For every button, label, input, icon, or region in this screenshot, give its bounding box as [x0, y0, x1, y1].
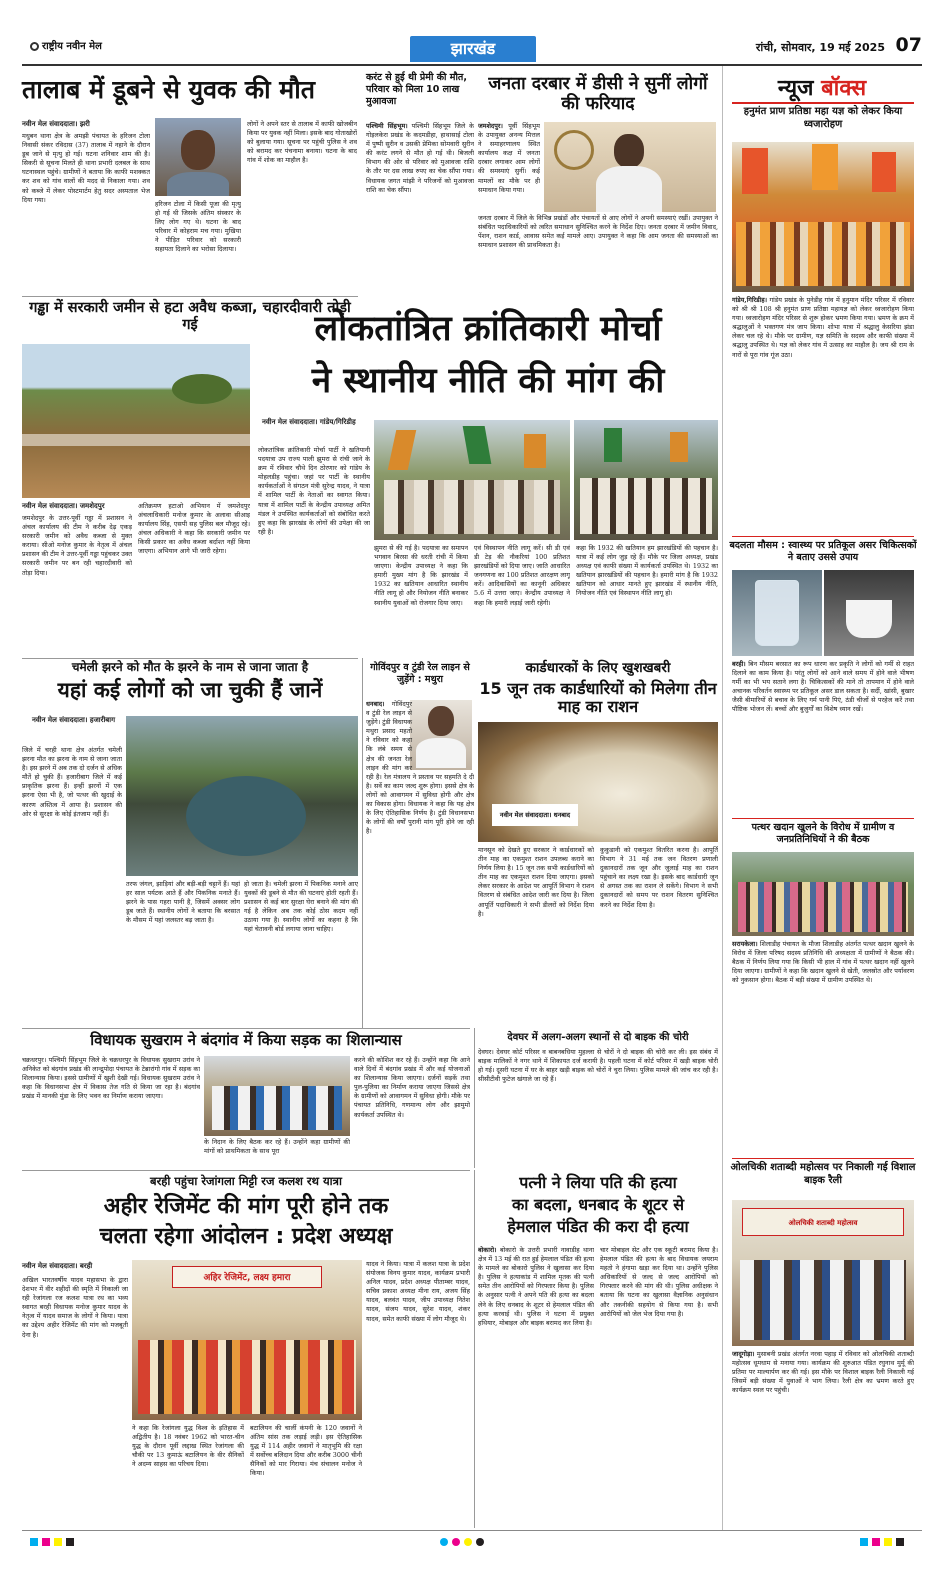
gadda-byline: नवीन मेल संवाददाता। जमशेदपुर — [22, 502, 105, 510]
current-body-text: पश्चिमी सिंहभूम जिले के गोइलकेरा प्रखंड के कदमडीहा, हाथासाई टोला में पुष्पी सुरीन व उसकी प्रेमिका सोमवारी सुरीन की करंट लगने से मौत हो गई थी। बिजली विभाग की ओर से परिवार को मुआवजा राशि के तौर पर दस लाख रुपए का चेक सौंपा गया। विधायक जगत मांझी ने परिजनों को मुआवजा राशि का चेक सौंपा। — [366, 122, 474, 194]
ahir-byline: नवीन मेल संवाददाता। बरही — [22, 1262, 93, 1270]
olchiki-headline: ओलचिकी शताब्दी महोत्सव पर निकाली गई विशाल बाइक रैली — [730, 1162, 916, 1186]
lead-march-photo — [574, 420, 718, 540]
gadda-body-col2: अतिक्रमण हटाओ अभियान में जमशेदपुर अंचलाधिकारी मनोज कुमार के अलावा सीआइ कार्यालय सिंह, एसपी सह पुलिस बल मौजूद रहे। अंचल अधिकारी ने कहा कि सरकारी जमीन पर किसी प्रकार का अवैध कब्जा बर्दाश्त नहीं किया जाएगा। अभियान आगे भी जारी रहेगा। — [138, 502, 250, 556]
ahir-headline-line2: चलता रहेगा आंदोलन : प्रदेश अध्यक्ष — [99, 1224, 393, 1249]
registration-mark — [66, 1538, 74, 1546]
chamehi-body-col1: जिले में चरही थाना क्षेत्र अंतर्गत चमेली झरना मौत का झरना के नाम से जाना जाता है। इस झरने में अब तक दो दर्जन से अधिक मौतें हो चुकी हैं। हजारीबाग जिले में कई प्राकृतिक झरना हैं। इन्हीं झरनों में एक झरना ऐसा भी है, जो पत्थर की खुदाई के कारण अस्तित्व में आया है। प्रशासन की ओर से सुरक्षा के कोई इंतजाम नहीं हैं। — [22, 746, 122, 818]
janta-body1-text: पूर्वी सिंहभूम के उपायुक्त अनन्य मित्तल ने समाहरणालय स्थित कार्यालय कक्ष में जनता दरबार लगाकर आम लोगों की समस्याएं सुनीं। कई मामलों का मौके पर ही समाधान किया गया। — [478, 122, 540, 194]
registration-mark — [896, 1538, 904, 1546]
godda-headline: गोविंदपुर व टुंडी रेल लाइन से जुड़ेंगे : मथुरा — [370, 662, 470, 685]
olchiki-body — [732, 1350, 914, 1526]
lead-rally-photo — [374, 420, 570, 540]
lead-headline-line2: ने स्थानीय नीति की मांग की — [311, 361, 665, 401]
pathar-body-text: शिलाडीह पंचायत के मौजा शिलाडीह अंतर्गत पत्थर खदान खुलने के विरोध में जिला परिषद सदस्य प्रतिनिधि की अध्यक्षता में ग्रामीणों ने बैठक की। बैठक में निर्णय लिया गया कि किसी भी हाल में गांव में पत्थर खदान नहीं खुलने दिया जाएगा। ग्रामीणों ने कहा कि खदान खुलने से खेती, जलस्रोत और पर्यावरण को नुकसान होगा। बैठक में बड़ी संख्या में ग्रामीण उपस्थित थे। — [732, 940, 914, 985]
olchiki-stage-photo — [732, 1200, 914, 1346]
current-body — [366, 122, 474, 292]
chamehi-waterfall-photo — [126, 716, 358, 876]
pathar-body — [732, 940, 914, 1116]
registration-mark — [30, 1538, 38, 1546]
registration-dots — [30, 38, 90, 46]
ration-kicker: कार्डधारकों के लिए खुशखबरी — [525, 660, 671, 676]
olchiki-body-text: मुसाबनी प्रखंड अंतर्गत नरवा पहाड़ में रविवार को ओलचिकी शताब्दी महोत्सव धूमधाम से मनाया गया। कार्यक्रम की शुरुआत पंडित रघुनाथ मुर्मू की प्रतिमा पर माल्यार्पण कर की गई। इस मौके पर विशाल बाइक रैली निकाली गई जिसमें बड़ी संख्या में युवाओं ने भाग लिया। रैली क्षेत्र का भ्रमण करते हुए कार्यक्रम स्थल पर पहुंची। — [732, 1350, 914, 1395]
talab-victim-photo — [155, 118, 241, 196]
registration-mark — [440, 1538, 448, 1546]
janta-headline: जनता दरबार में डीसी ने सुनीं लोगों की फरियाद — [488, 74, 708, 115]
current-dateline: पश्चिमी सिंहभूम। — [366, 122, 408, 130]
olchiki-banner: ओलचिकी शताब्दी महोत्सव — [742, 1208, 904, 1236]
talab-byline: नवीन मेल संवाददाता। झरी — [22, 120, 90, 128]
registration-mark — [452, 1538, 460, 1546]
registration-mark — [872, 1538, 880, 1546]
masthead-logo: राष्ट्रीय नवीन मेल — [30, 38, 130, 60]
janta-body-col2: जनता दरबार में जिले के विभिन्न प्रखंडों और पंचायतों से आए लोगों ने अपनी समस्याएं रखीं। उपायुक्त ने संबंधित पदाधिकारियों को त्वरित समाधान सुनिश्चित करने के निर्देश दिए। जनता दरबार में जमीन विवाद, पेंशन, राशन कार्ड, आवास समेत कई मामले आए। उपायुक्त ने कहा कि आम जनता की समस्याओं का समाधान प्रशासन की प्राथमिकता है। — [478, 214, 718, 250]
column-rule — [362, 658, 363, 1028]
registration-mark — [54, 1538, 62, 1546]
talab-headline: तालाब में डूबने से युवक की मौत — [22, 75, 315, 104]
lead-body-col4: कहा कि 1932 की खतियान हम झारखंडियों की पहचान है। यात्रा में कई लोग जुड़ रहे हैं। मौके पर जिला अध्यक्ष, प्रखंड अध्यक्ष एवं काफी संख्या में कार्यकर्ता उपस्थित थे। 1932 का खतियान झारखंडियों की पहचान है। हमारी मांग है कि 1932 खतियान को आधार मानते हुए झारखंड में स्थानीय नीति, नियोजन नीति एवं विस्थापन नीति लागू हो। — [576, 544, 718, 598]
page-number: 07 — [895, 34, 922, 56]
hanuman-dateline: गांडेय,गिरिडीह। — [732, 296, 768, 304]
patni-dateline: बोकारो। — [478, 1246, 497, 1254]
godda-body-text: गोविंदपुर व टुंडी रेल लाइन से जुड़ेंगे। टुंडी विधायक मथुरा प्रसाद महतो ने रविवार को कहा कि लंबे समय से क्षेत्र की जनता रेल लाइन की मांग कर रही है। रेल मंत्रालय ने प्रस्ताव पर सहमति दे दी है। सर्वे का काम जल्द शुरू होगा। इससे क्षेत्र के लोगों को आवागमन में सुविधा होगी और क्षेत्र का विकास होगा। विधायक ने कहा कि यह क्षेत्र के लिए ऐतिहासिक निर्णय है। टुंडी विधानसभा के लोगों की वर्षों पुरानी मांग पूरी होने जा रही है। — [366, 700, 474, 836]
chamehi-headline: यहां कई लोगों को जा चुकी हैं जानें — [57, 678, 323, 702]
janta-dateline: जमशेदपुर। — [478, 122, 503, 130]
section-divider — [22, 1170, 470, 1171]
ahir-body-col4: यादव ने किया। यात्रा में कलश यात्रा के प्रदेश संयोजक विनय कुमार यादव, कार्यक्रम प्रभारी अनिल यादव, प्रदेश अध्यक्ष पीताम्बर यादव, सचिव प्रकाश अध्यक्ष मीना राय, अजय सिंह यादव, बलवंत यादव, जीप उपाध्यक्ष नितेश यादव, संजय यादव, सुरेश यादव, शंकर यादव, समेत काफी संख्या में लोग मौजूद थे। — [366, 1260, 470, 1323]
footer-rule — [22, 1530, 922, 1531]
hanuman-headline: हनुमंत प्राण प्रतिष्ठा महा यज्ञ को लेकर किया ध्वजारोहण — [743, 106, 903, 130]
gadda-body-col1: जमशेदपुर के उत्तर-पूर्वी गड्ढा में प्रशासन ने अंचल कार्यालय की टीम ने करीब देढ़ एकड़ सरकारी जमीन को अवैध कब्जा से मुक्त कराया। सीओ मनोज कुमार के नेतृत्व में अंचल प्रशासन की टीम ने उत्तर-पूर्वी गड्ढा पहुंचकर उक्त सरकारी जमीन पर बन रही चहारदीवारी को तोड़ा दिया। — [22, 514, 132, 577]
weather-water-photo — [732, 570, 822, 656]
lead-byline: नवीन मेल संवाददाता। गांडेय/गिरिडीह — [262, 418, 356, 426]
section-divider — [22, 296, 358, 297]
lead-body-col2: झुमरा से की गई है। पदयात्रा का समापन भगवान बिरसा की धरती रांची में किया जाएगा। केन्द्रीय उपाध्यक्ष ने कहा कि हमारी मुख्य मांग है कि झारखंड में 1932 का खतियान आधारित स्थानीय नीति लागू हो और नियोजन नीति बनाकर स्थानीय युवाओं को रोजगार दिया जाए। — [374, 544, 468, 607]
newsbox-title-red: बॉक्स — [821, 76, 867, 101]
registration-mark — [860, 1538, 868, 1546]
patni-headline-line1: पत्नी ने लिया पति की हत्या — [519, 1173, 677, 1192]
chamehi-kicker: चमेली झरने को मौत के झरने के नाम से जाना जाता है — [71, 660, 309, 674]
weather-tea-photo — [824, 570, 914, 656]
talab-body-col2: हरिजन टोला में किसी पूजा की मृत्यु हो गई थी जिसके अंतिम संस्कार के लिए लोग गए थे। घटना के बाद परिवार में कोहराम मच गया। मुखिया ने पीड़ित परिवार को सरकारी सहायता दिलाने का भरोसा दिलाया। — [155, 200, 241, 254]
patni-headline-line2: का बदला, धनबाद के शूटर से — [511, 1195, 685, 1214]
ahir-body-col1: अखिल भारतवर्षीय यादव महासभा के द्वारा देशभर में वीर शहीदों की स्मृति में निकाली जा रही रेजांगला रज कलश यात्रा रथ का भव्य स्वागत बरही विधायक मनोज कुमार यादव के नेतृत्व में यादव समाज के लोगों ने किया। यात्रा का उद्देश्य अहीर रेजिमेंट की मांग को मजबूती देना है। — [22, 1276, 128, 1339]
devghar-body: देवघर। देवघर कोर्ट परिसर व बाबनबधिया मुहल्ला से चोरों ने दो बाइक की चोरी कर ली। इस संबंध में बाइक मालिकों ने नगर थाने में शिकायत दर्ज करायी है। पहली घटना में कोर्ट परिसर में खड़ी बाइक चोरी हो गई। दूसरी घटना में घर के बाहर खड़ी बाइक को चोरों ने चुरा लिया। पुलिस मामले की जांच कर रही है। सीसीटीवी फुटेज खंगाले जा रहे हैं। — [478, 1048, 718, 1084]
chamehi-body-col3: हो जाता है। चमेली झरना में पिकनिक मनाने आए युवकों की डूबने से मौत की घटनाएं होती रहती हैं। प्रशासन से कई बार सुरक्षा घेरा बनाने की मांग की गई है लेकिन अब तक कोई ठोस कदम नहीं उठाया गया है। स्थानीय लोगों का कहना है कि यहां चेतावनी बोर्ड लगाया जाना चाहिए। — [244, 880, 358, 934]
lead-headline-line1: लोकतांत्रित क्रांतिकारी मोर्चा — [314, 309, 662, 349]
chamehi-byline: नवीन मेल संवाददाता। हजारीबाग — [32, 716, 116, 724]
hanuman-body-text: गांडेय प्रखंड के पुनेडीह गांव में हनुमान मंदिर परिसर में रविवार को श्री श्री 108 श्री हनुमंत प्राण प्रतिष्ठा महायज्ञ को लेकर ध्वजारोहण किया गया। ध्वजारोहण मंदिर परिसर से शुरू होकर भ्रमण किया गया। भ्रमण के क्रम में श्रद्धालुओं ने भक्तगण मंत्र जाप किया। शोभा यात्रा में श्रद्धालु केसरिया झंडा लेकर चल रहे थे। मौके पर ग्रामीण, यज्ञ समिति के सदस्य और काफी संख्या में श्रद्धालु उपस्थित थे। यज्ञ को लेकर गांव में उत्साह का माहौल है। जय श्री राम के नारों से पूरा गांव गूंज उठा। — [732, 296, 914, 359]
ration-headline: 15 जून तक कार्डधारियों को मिलेगा तीन माह का राशन — [479, 679, 717, 717]
godda-dateline: धनबाद। — [366, 700, 385, 708]
gadda-headline: गड्ढा में सरकारी जमीन से हटा अवैध कब्जा, चहारदीवारी तोड़ी गई — [29, 300, 351, 333]
hanuman-procession-photo — [732, 142, 914, 292]
weather-dateline: बरही। — [732, 660, 746, 668]
ration-rice-photo — [478, 722, 718, 842]
weather-headline: बदलता मौसम : स्वास्थ्य पर प्रतिकूल असर चिकित्सकों ने बताए उससे उपाय — [729, 540, 917, 563]
newsbox-rule — [732, 536, 914, 537]
patni-body-col1 — [478, 1246, 594, 1528]
lead-body-col1: लोकतांत्रिक क्रांतिकारी मोर्चा पार्टी ने खतियानी पदयात्रा उप राज्य पाली झुमरा से रांची जाने के क्रम में रविवार चौथे दिन ठोरणार को गांडेय के मोहलडीह पहुंचा। जहां पर पार्टी के स्थानीय कार्यकर्ताओं ने संगठन मंत्री सुरेन्द्र यादव, ने यात्रा में शामिल पार्टी के नेताओं का स्वागत किया। यात्रा में शामिल पार्टी के केन्द्रीय उपाध्यक्ष अमित मंडल ने उपस्थित कार्यकर्ताओं को संबोधित करते हुए कहा कि झारखंड के लोगों की उपेक्षा की जा रही है। — [258, 446, 370, 536]
sukhram-headline: विधायक सुखराम ने बंदगांव में किया सड़क का शिलान्यास — [90, 1031, 402, 1049]
registration-mark — [42, 1538, 50, 1546]
footer-color-bar-center — [440, 1538, 510, 1548]
pathar-meeting-photo — [732, 852, 914, 936]
page-dateline: रांची, सोमवार, 19 मई 2025 — [755, 41, 885, 54]
patni-body-col2: चार मोबाइल सेट और एक स्कूटी बरामद किया है। हेमलाल पंडित की हत्या के बाद विधायक जयराम महतो ने हंगामा खड़ा कर दिया था। उन्होंने पुलिस अधिकारियों से जल्द से जल्द आरोपियों को गिरफ्तार करने की मांग की थी। पुलिस अधीक्षक ने बताया कि घटना का खुलासा वैज्ञानिक अनुसंधान और तकनीकी सहयोग से किया गया है। सभी आरोपियों को जेल भेज दिया गया है। — [600, 1246, 718, 1318]
ahir-body-col3: बटालियन की चार्ली कंपनी के 120 जवानों ने अंतिम सांस तक लड़ाई लड़ी। इस ऐतिहासिक युद्ध में 114 अहीर जवानों ने मातृभूमि की रक्षा में सर्वोच्च बलिदान दिया और करीब 3000 चीनी सैनिकों को मार गिराया। मंच संचालन मनोज ने किया। — [250, 1424, 362, 1478]
column-rule — [474, 1170, 475, 1528]
newsbox-rule — [732, 818, 914, 819]
ahir-banner: अहिर रेजिमेंट, लक्ष्य हमारा — [172, 1266, 322, 1288]
godda-body — [366, 700, 474, 1024]
patni-body1-text: बोकारो के उत्तरी प्रभारी नावाडीह थाना क्षेत्र में 13 मई की रात हुई हेमलाल पंडित की हत्या के मामले का बोकारो पुलिस ने खुलासा कर दिया है। पुलिस ने हत्याकांड में शामिल मृतक की पत्नी समेत तीन आरोपियों को गिरफ्तार किया है। पुलिस के अनुसार पत्नी ने अपने पति की हत्या का बदला लेने के लिए धनबाद के शूटर से हेमलाल पंडित की हत्या करवाई थी। पुलिस ने घटना में प्रयुक्त हथियार, मोबाइल और बाइक बरामद कर लिया है। — [478, 1246, 594, 1327]
ration-body-col1: मानसून को देखते हुए सरकार ने कार्डधारकों को तीन माह का एकमुश्त राशन उपलब्ध कराने का निर्णय लिया है। 15 जून तक सभी कार्डधारियों को तीन माह का एकमुश्त राशन दिया जाएगा। इसको लेकर सरकार के आदेश पर आपूर्ति विभाग ने राशन वितरण से संबंधित आदेश जारी कर दिया है। जिला आपूर्ति पदाधिकारी ने सभी डीलरों को निर्देश दिया है। — [478, 846, 594, 918]
patni-headline-line3: हेमलाल पंडित की करा दी हत्या — [507, 1217, 689, 1236]
weather-body-text: बिन मौसम बरसात का रूप धारण कर प्रकृति ने लोगों को गर्मी से राहत दिलाने का काम किया है। परंतु लोगों को आने वाले समय में होने वाले भीषण गर्मी का भी भय सताने लगा है। चिकित्सकों की माने तो तापमान में होने वाले अचानक परिवर्तन स्वास्थ्य पर प्रतिकूल असर डाल सकता है। सर्दी, खांसी, बुखार जैसी बीमारियों से बचाव के लिए गर्म पानी पिएं, ठंडी चीजों से परहेज करें तथा पौष्टिक भोजन लें। बच्चों और बुजुर्गों का विशेष ध्यान रखें। — [732, 660, 914, 714]
sukhram-body-col2: करने की कोशिश कर रहे हैं। उन्होंने कहा कि आने वाले दिनों में बंदगांव प्रखंड में और कई योजनाओं का शिलान्यास किया जाएगा। दर्जनों सड़कें तथा पुल-पुलिया का निर्माण कराया जाएगा जिससे क्षेत्र के ग्रामीणों को आवागमन में सुविधा होगी। मौके पर पंचायत प्रतिनिधि, गणमान्य लोग और झामुमो कार्यकर्ता उपस्थित थे। — [354, 1056, 470, 1119]
talab-body-col3: लोगों ने अपने स्तर से तालाब में काफी खोजबीन किया पर युवक नहीं मिला। इसके बाद गोताखोरों को बुलाया गया। सूचना पर पहुंची पुलिस ने शव को बरामद कर पंचनामा बनाया। घटना के बाद गांव में शोक का माहौल है। — [247, 120, 357, 165]
pathar-headline: पत्थर खदान खुलने के विरोध में ग्रामीण व जनप्रतिनिधियों ने की बैठक — [751, 822, 895, 845]
ahir-rally-photo — [132, 1260, 362, 1420]
ration-byline: नवीन मेल संवाददाता। धनबाद — [492, 804, 578, 826]
registration-mark — [884, 1538, 892, 1546]
hanuman-body — [732, 296, 914, 532]
ahir-body-col2: ने कहा कि रेजांगला युद्ध विश्व के इतिहास में अद्वितीय है। 18 नवंबर 1962 को भारत-चीन युद्ध के दौरान पूर्वी लद्दाख स्थित रेजांगला की चौकी पर 13 कुमाऊं बटालियन के वीर सैनिकों ने अदम्य साहस का परिचय दिया। — [132, 1424, 244, 1469]
chamehi-body-col2: तरफ जंगल, झाड़ियां और बड़ी-बड़ी चट्टानें हैं। यहां हर साल पर्यटक आते हैं और पिकनिक मनाते हैं। झरने के पास गहरा पानी है, जिसमें अक्सर लोग डूब जाते हैं। स्थानीय लोगों ने बताया कि बरसात के मौसम में यहां जलस्तर बढ़ जाता है। — [126, 880, 240, 925]
gadda-land-photo — [22, 344, 250, 498]
newsbox-rule — [732, 1158, 914, 1159]
pathar-dateline: सरायकेला। — [732, 940, 758, 948]
registration-mark — [476, 1538, 484, 1546]
ahir-kicker: बरही पहुंचा रेजांगला मिट्टी रज कलश रथ यात्रा — [150, 1174, 342, 1188]
footer-color-bar-right — [860, 1538, 920, 1548]
talab-body-col1: मधुबन थाना क्षेत्र के अमझी पंचायत के हरिजन टोला निवासी संकर रविदास (37) तालाब में नहाने के दौरान डूब जाने से मृत्यु हो गई। घटना शनिवार शाम की है। सिकरी से सूचना मिलते ही थाना प्रभारी दलबल के साथ घटनास्थल पहुंचे। ग्रामीणों ने बताया कि काफी मशक्कत कर शव को गांव वालों की मदद से निकाला गया। शव को कब्जे में लेकर पोस्टमार्टम हेतु सदर अस्पताल भेज दिया गया। — [22, 132, 150, 204]
section-tag: झारखंड — [410, 36, 536, 62]
section-divider — [22, 658, 358, 659]
registration-mark — [464, 1538, 472, 1546]
footer-color-bar-left — [30, 1538, 90, 1548]
newsbox-rule — [732, 102, 914, 104]
ahir-headline-line1: अहीर रेजिमेंट की मांग पूरी होने तक — [103, 1194, 389, 1219]
weather-body — [732, 660, 914, 816]
section-divider — [22, 1028, 470, 1029]
lead-body-col3: एवं विस्थापन नीति लागू करें। सी डी एवं डी टेड़ की नौकरियां 100 प्रतिशत झारखंडियों को दिया जाए। जाति आधारित जनगणना का 100 प्रतिशत आरक्षण लागू करें। आदिवासियों का कानूनी अधिकार 5.6 में उत्तरा जाए। केन्द्रीय उपाध्यक्ष ने कहा कि हमारी लड़ाई जारी रहेगी। — [474, 544, 570, 607]
ration-body-col2: कुकुडानी को एकमुश्त वितरित करना है। आपूर्ति विभाग ने 31 मई तक जन वितरण प्रणाली दुकानदारों तक जून और जुलाई माह का राशन पहुंचाने का लक्ष्य रखा है। इसके बाद कार्डधारी जून से अगस्त तक का राशन ले सकेंगे। विभाग ने सभी दुकानदारों को समय पर राशन वितरण सुनिश्चित करने का निर्देश दिया है। — [600, 846, 718, 909]
janta-body-col1 — [478, 122, 540, 214]
sukhram-ceremony-photo — [204, 1056, 350, 1136]
janta-dc-photo — [544, 122, 716, 212]
sukhram-caption: के निदान के लिए बैठक कर रहे हैं। उन्होंने कहा ग्रामीणों की मांगों को प्राथमिकता के साथ पूरा — [204, 1138, 350, 1156]
newsbox-title-black: न्यूज — [777, 76, 822, 101]
sukhram-body-col1: चक्रधरपुर। पश्चिमी सिंहभूम जिले के चक्रधरपुर के विधायक सुखराम उरांव ने अनिकेत को बंदगांव प्रखंड की लान्द्रुपोदा पंचायत के टेब्रारांगो गांव में सड़क का शिलान्यास किया। इससे ग्रामीणों में खुशी देखी गई। विधायक सुखराम उरांव ने कहा कि विधानसभा क्षेत्र में विकास तेज गति से किया जा रहा है। बंदगांव प्रखंड में मानकी मुंडा के लिए भवन का निर्माण कराया जाएगा। — [22, 1056, 200, 1101]
current-headline: करंट से हुई थी प्रेमी की मौत, परिवार को मिला 10 लाख मुआवजा — [366, 72, 467, 107]
olchiki-dateline: जादूगोड़ा। — [732, 1350, 755, 1358]
column-rule — [474, 1028, 475, 1168]
newsbox-title — [722, 72, 922, 102]
devghar-headline: देवघर में अलग-अलग स्थानों से दो बाइक की चोरी — [507, 1032, 689, 1043]
